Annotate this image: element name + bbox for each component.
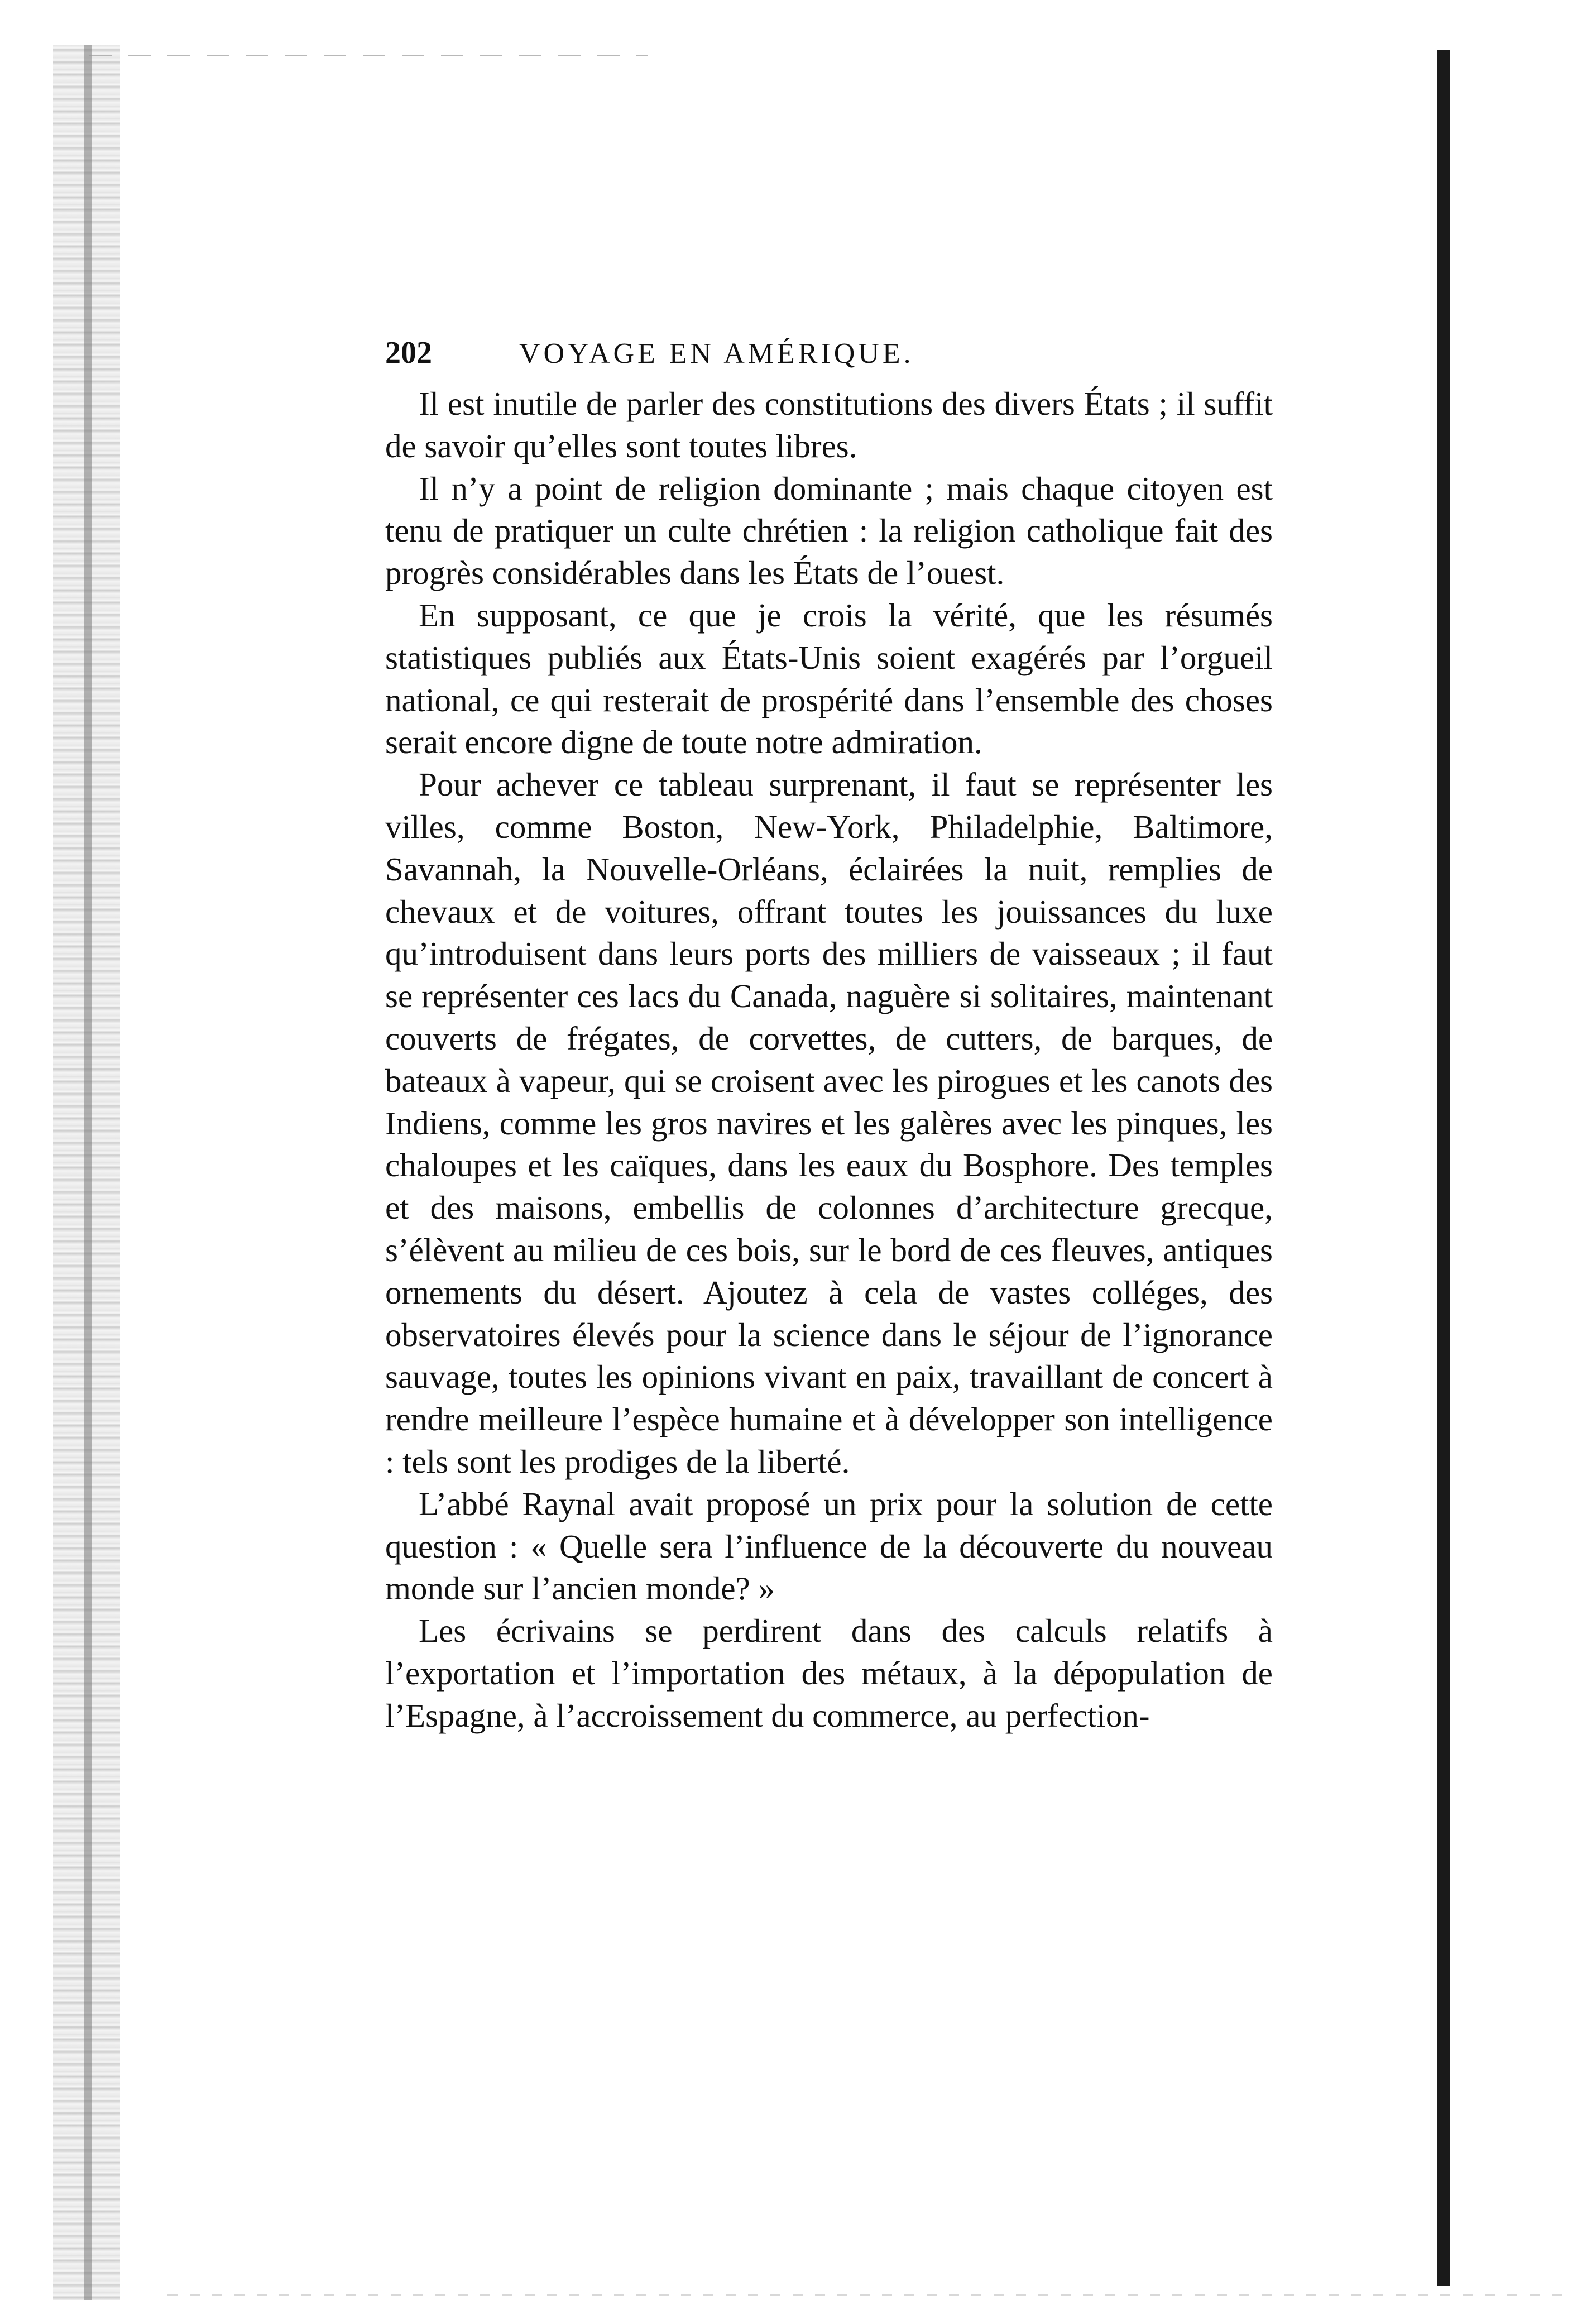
- scan-binding-line: [84, 45, 92, 2300]
- scan-bottom-edge: [167, 2294, 1563, 2296]
- paragraph-ecrivains: Les écrivains se perdirent dans des calculs relatifs à l’exportation et l’importation des métaux, à la dépopulation de l’Espagne, à l’accroissement du commerce, au perfection-: [385, 1612, 1273, 1734]
- running-title: VOYAGE EN AMÉRIQUE.: [519, 338, 914, 370]
- running-head: [385, 335, 1273, 383]
- paragraph-religion: Il n’y a point de religion dominante ; mais chaque citoyen est tenu de pratiquer un culte chrétien : la religion catholique fait des progrès considérables dans les États de l’ouest.: [385, 469, 1273, 592]
- paragraph-constitutions: Il est inutile de parler des constitutions des divers États ; il suffit de savoir qu’elles sont toutes libres.: [385, 385, 1273, 464]
- paragraph-raynal: L’abbé Raynal avait proposé un prix pour la solution de cette question : « Quelle sera l’influence de la découverte du nouveau monde sur l’ancien monde? »: [385, 1485, 1273, 1607]
- scan-right-edge-bar: [1437, 50, 1450, 2286]
- page-number: 202: [385, 336, 432, 370]
- paragraph-tableau: Pour achever ce tableau surprenant, il faut se représenter les villes, comme Boston, New-York, Philadelphie, Baltimore, Savannah, la Nouvelle-Orléans, éclairées la nuit, remplies de chevaux et de voitures, offrant toutes les jouissances du luxe qu’introduisent dans leurs ports des milliers de vaisseaux ; il faut se représenter ces lacs du Canada, naguère si solitaires, maintenant couverts de frégates, de corvettes, de cutters, de barques, de bateaux à vapeur, qui se croisent avec les pirogues et les canots des Indiens, comme les gros navires et les galères avec les pinques, les chaloupes et les caïques, dans les eaux du Bosphore. Des temples et des maisons, embellis de colonnes d’architecture grecque, s’élèvent au milieu de ces bois, sur le bord de ces fleuves, antiques ornements du désert. Ajoutez à cela de vastes colléges, des observatoires élevés pour la science dans le séjour de l’ignorance sauvage, toutes les opinions vivant en paix, travaillant de concert à rendre meilleure l’espèce humaine et à développer son intelligence : tels sont les prodiges de la liberté.: [385, 766, 1273, 1480]
- page-text-block: [385, 335, 1273, 1737]
- scan-top-edge: [89, 55, 648, 56]
- paragraph-statistics: En supposant, ce que je crois la vérité, que les résumés statistiques publiés aux États-Unis soient exagérés par l’orgueil national, ce qui resterait de prospérité dans l’ensemble des choses serait encore digne de toute notre admiration.: [385, 596, 1273, 761]
